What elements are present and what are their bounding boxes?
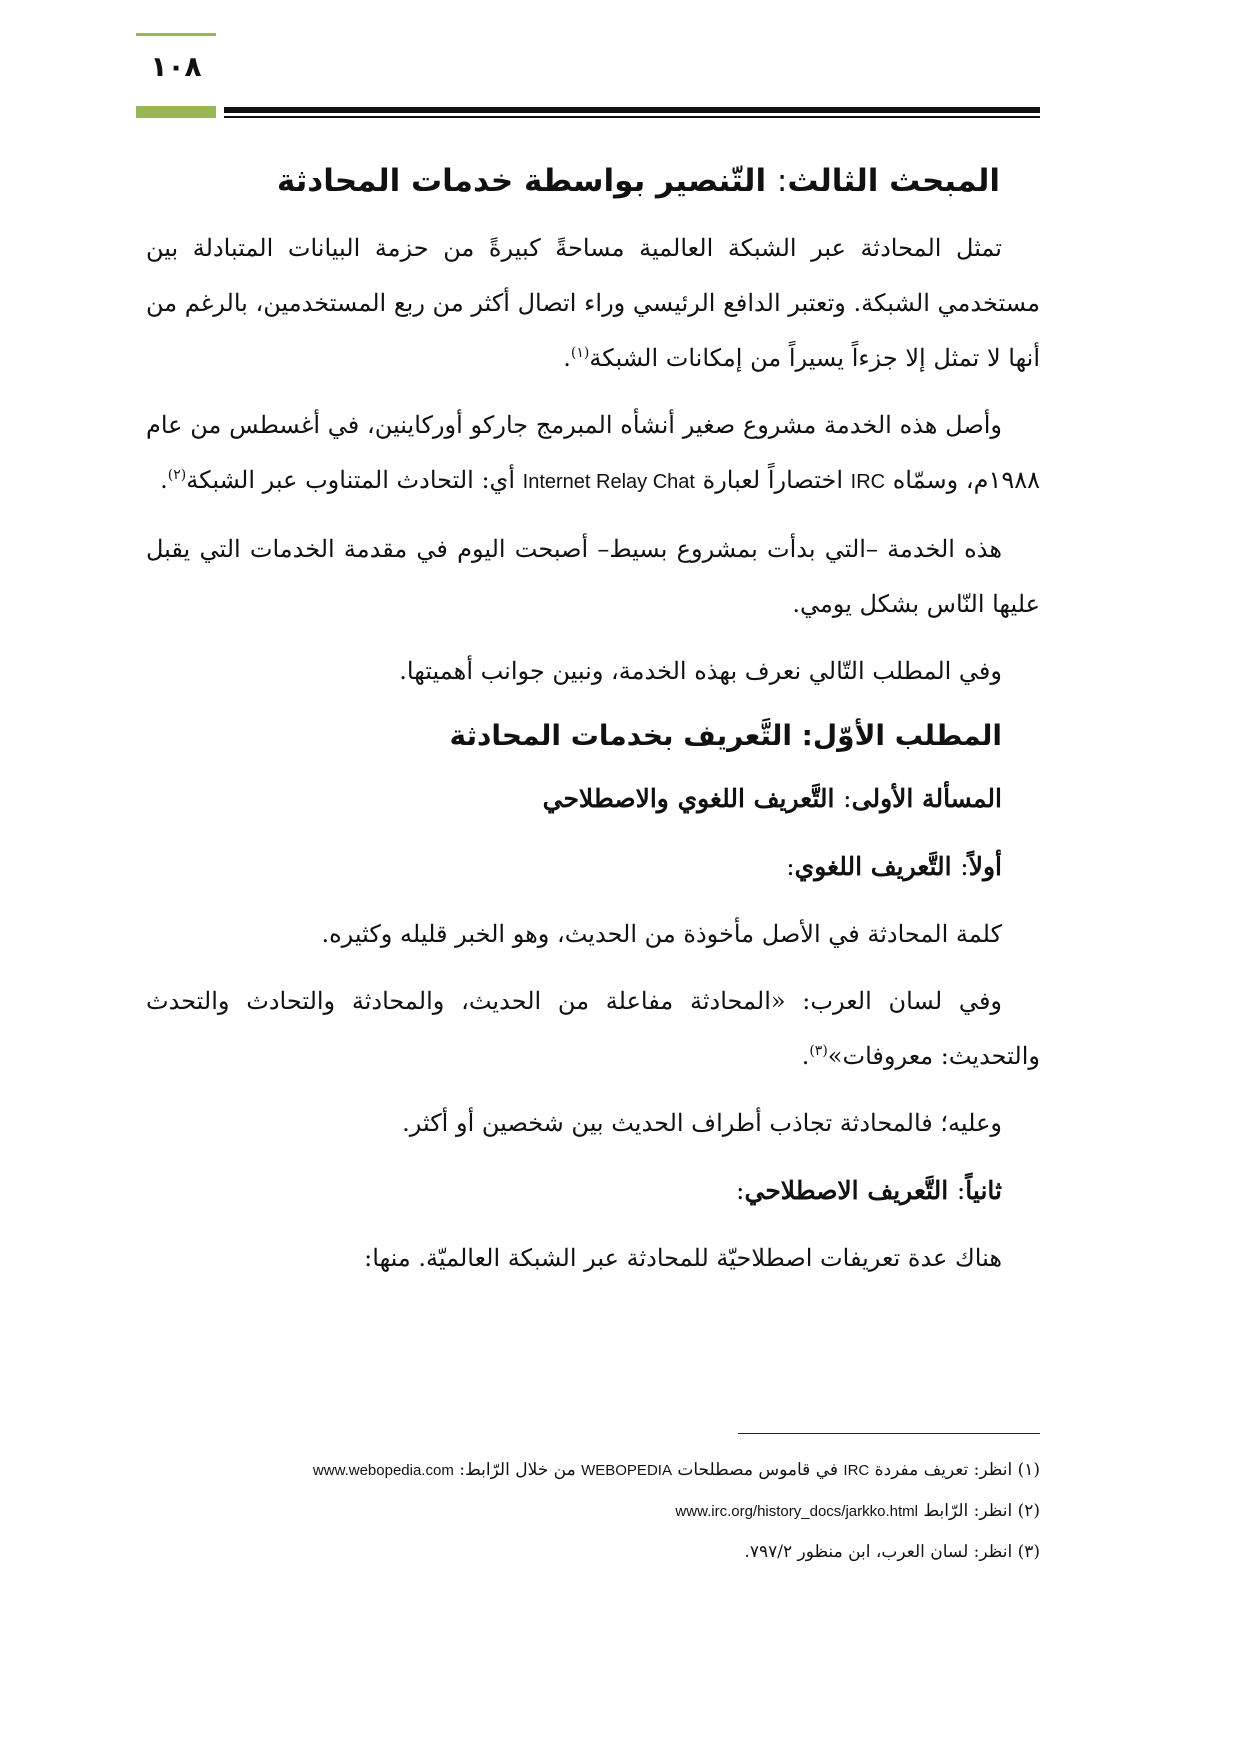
awwalan-heading-separator: :	[960, 852, 969, 882]
footnote-2-text: (٢) انظر: الرّابط	[923, 1501, 1040, 1521]
paragraph-2-text-c: أي: التحادث المتناوب عبر الشبكة	[186, 466, 516, 495]
footnote-3: (٣) انظر: لسان العرب، ابن منظور ٧٩٧/٢.	[744, 1542, 1040, 1562]
paragraph-2-latin: Internet Relay Chat	[522, 471, 695, 494]
paragraph-4: وفي المطلب التّالي نعرف بهذه الخدمة، ونبين جوانب أهميتها.	[399, 657, 1002, 686]
paragraph-5: كلمة المحادثة في الأصل مأخوذة من الحديث، وهو الخبر قليله وكثيره.	[321, 920, 1002, 949]
footnote-ref-2: (٢)	[167, 467, 187, 484]
awwalan-heading-text: التَّعريف اللغوي	[794, 852, 952, 882]
paragraph-1-end: .	[563, 344, 571, 373]
masala-heading	[146, 771, 1002, 827]
masala-heading-label: المسألة الأولى	[851, 784, 1002, 814]
awwalan-heading-end: :	[786, 852, 795, 882]
header-rule-thick	[224, 107, 1040, 113]
paragraph-6-text: وفي لسان العرب: «المحادثة مفاعلة من الحديث، والمحادثة والتحادث والتحدث والتحديث: معروفات»	[146, 987, 1040, 1071]
footnote-1-webopedia: WEBOPEDIA	[581, 1462, 672, 1479]
paragraph-1-text: تمثل المحادثة عبر الشبكة العالمية مساحةً كبيرةً من حزمة البيانات المتبادلة بين مستخدمي الشبكة. وتعتبر الدافع الرئيسي وراء اتصال أكثر من ربع المستخدمين، بالرغم من أنها لا تمثل إلا جزءاً يسيراً من إمكانات الشبكة	[146, 234, 1040, 373]
paragraph-2	[146, 398, 1040, 510]
thaniyan-heading-label: ثانياً	[965, 1176, 1002, 1206]
section-title-separator: :	[776, 163, 788, 199]
footnote-1-text-a: (١) انظر: تعريف مفردة	[874, 1460, 1040, 1480]
footnotes	[220, 1450, 1040, 1572]
header-rule-thin	[224, 116, 1040, 118]
footnote-1-text-b: في قاموس مصطلحات	[677, 1460, 838, 1480]
footnote-1-text-c: من خلال الرّابط:	[459, 1460, 576, 1480]
header-accent-bar	[136, 106, 216, 118]
footnote-2	[220, 1491, 1040, 1532]
paragraph-2-end: .	[160, 466, 168, 495]
paragraph-8: هناك عدة تعريفات اصطلاحيّة للمحادثة عبر الشبكة العالميّة. منها:	[364, 1244, 1002, 1273]
paragraph-6-end: .	[801, 1042, 810, 1071]
footnote-2-link[interactable]: www.irc.org/history_docs/jarkko.html	[675, 1503, 918, 1520]
footnote-separator	[738, 1433, 1040, 1434]
paragraph-6	[146, 974, 1040, 1084]
awwalan-heading	[146, 839, 1002, 895]
thaniyan-heading-separator: :	[956, 1176, 966, 1206]
paragraph-7: وعليه؛ فالمحادثة تجاذب أطراف الحديث بين شخصين أو أكثر.	[402, 1109, 1002, 1138]
paragraph-2-text-a: وأصل هذه الخدمة مشروع صغير أنشأه المبرمج جاركو أوركاينين، في أغسطس من عام ١٩٨٨م، وسمّاه	[146, 411, 1040, 495]
footnote-ref-3: (٣)	[809, 1043, 828, 1060]
section-title-text: التّنصير بواسطة خدمات المحادثة	[276, 163, 767, 199]
footnote-1-irc: IRC	[843, 1462, 870, 1479]
paragraph-2-text-b: اختصاراً لعبارة	[702, 466, 843, 495]
paragraph-1	[146, 221, 1040, 386]
thaniyan-heading	[146, 1163, 1002, 1219]
page-number: ١٠٨	[150, 50, 202, 83]
thaniyan-heading-end: :	[736, 1176, 745, 1206]
paragraph-3: هذه الخدمة –التي بدأت بمشروع بسيط– أصبحت اليوم في مقدمة الخدمات التي يقبل عليها النّاس بشكل يومي.	[146, 535, 1040, 619]
awwalan-heading-label: أولاً	[968, 852, 1002, 882]
section-title-label: المبحث الثالث	[787, 163, 1000, 199]
footnote-1-link[interactable]: www.webopedia.com	[312, 1462, 454, 1479]
footnote-1	[220, 1450, 1040, 1491]
page-content	[146, 150, 1040, 1298]
paragraph-2-irc: IRC	[850, 471, 886, 494]
footnote-ref-1: (١)	[570, 345, 590, 362]
section-title	[146, 160, 1000, 203]
header-accent-line-top	[136, 33, 216, 36]
thaniyan-heading-text: التَّعريف الاصطلاحي	[744, 1176, 949, 1206]
masala-heading-text: التَّعريف اللغوي والاصطلاحي	[542, 784, 835, 814]
matlab-heading: المطلب الأوّل: التَّعريف بخدمات المحادثة	[449, 719, 1002, 753]
masala-heading-separator: :	[843, 784, 852, 814]
